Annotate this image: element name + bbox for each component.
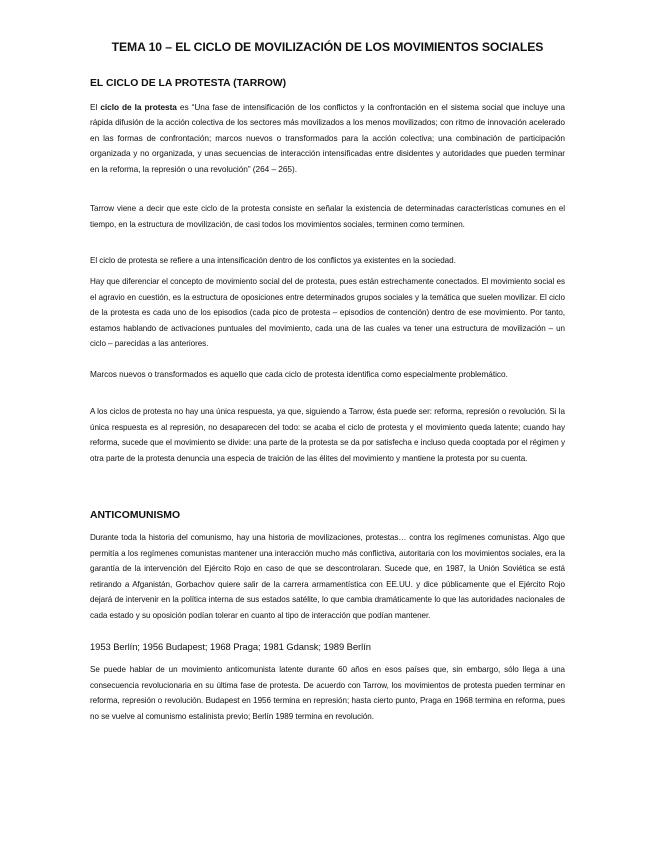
definition-paragraph	[90, 100, 565, 177]
section-heading-ciclo-protesta: EL CICLO DE LA PROTESTA (TARROW)	[90, 78, 287, 89]
paragraph-tarrow-summary: Tarrow viene a decir que este ciclo de la protesta consiste en señalar la existencia de determinadas características comunes en el tiempo, en la estructura de movilización, de casi todos los movimientos sociales, terminen como terminen.	[90, 204, 565, 229]
paragraph-new-frames: Marcos nuevos o transformados es aquello que cada ciclo de protesta identifica como especialmente problemático.	[90, 369, 508, 379]
paragraph-intensification: El ciclo de protesta se refiere a una intensificación dentro de los conflictos ya existentes en la sociedad.	[90, 256, 456, 265]
page-title: TEMA 10 – EL CICLO DE MOVILIZACIÓN DE LOS MOVIMIENTOS SOCIALES	[111, 40, 544, 54]
paragraph-responses: A los ciclos de protesta no hay una única respuesta, ya que, siguiendo a Tarrow, ésta puede ser: reforma, represión o revolución. Si la única respuesta es al represión, no desaparecen del todo: se acaba el ciclo de protesta y el movimiento queda latente; cuando hay reforma, sucede que el movimiento se divide: una parte de la protesta se da por satisfecha e incluso queda cooptada por el régimen y otra parte de la protesta denuncia una especia de traición de las élites del movimiento y mantiene la protesta por su cuenta.	[90, 407, 565, 463]
paragraph-latent-movement: Se puede hablar de un movimiento anticomunista latente durante 60 años en esos países que, sin embargo, sólo llega a una consecuencia revolucionaria en su última fase de protesta. De acuerdo con Tarrow, los movimientos de protesta pueden terminar en reforma, represión o revolución. Budapest en 1956 termina en represión; hasta cierto punto, Praga en 1968 termina en reforma, pues no se vuelve al comunismo estalinista previo; Berlín 1989 termina en revolución.	[90, 665, 565, 721]
paragraph-communism-history: Durante toda la historia del comunismo, hay una historia de movilizaciones, protestas… contra los regímenes comunistas. Algo que permitía a los regímenes comunistas mantener una interacción mucho más conflictiva, autoritaria con los movimientos sociales, era la garantía de la intervención del Ejército Rojo en caso de que se descontrolaran. Sucede que, en 1987, la Unión Soviética se está retirando a Afganistán, Gorbachov quiere salir de la carrera armamentística con EE.UU. y dice públicamente que el Ejército Rojo dejará de intervenir en la política interna de sus estados satélite, lo que cambia dramáticamente lo que las autoridades nacionales de cada estado y su oposición podían tolerar en cuanto al tipo de interacción que podían mantener.	[90, 533, 565, 620]
paragraph-dates-list: 1953 Berlín; 1956 Budapest; 1968 Praga; 1981 Gdansk; 1989 Berlín	[90, 641, 371, 652]
paragraph-movement-vs-protest: Hay que diferenciar el concepto de movimiento social del de protesta, pues están estrechamente conectados. El movimiento social es el agravio en cuestión, es la estructura de oposiciones entre determinados grupos sociales y la temática que suelen movilizar. El ciclo de la protesta es cada uno de los episodios (cada pico de protesta – episodios de contención) dentro de ese movimiento. Por tanto, estamos hablando de activaciones puntuales del movimiento, cada una de las cuales va tener una estructura de movilización – un ciclo – parecidas a las anteriores.	[90, 277, 565, 348]
definition-text: es “Una fase de intensificación de los conflictos y la confrontación en el sistema social que incluye una rápida difusión de la acción colectiva de los sectores más movilizados a los menos movilizados; con ritmo de innovación acelerado en las formas de confrontación; marcos nuevos o transformados para la acción colectiva; una combinación de participación organizada y no organizada, y unas secuencias de interacción intensificadas entre disidentes y autoridades que pueden terminar en la reforma, la represión o una revolución” (264 – 265).	[90, 102, 565, 174]
definition-lead: El	[90, 102, 101, 112]
section-heading-anticomunismo: ANTICOMUNISMO	[90, 510, 181, 521]
definition-term: ciclo de la protesta	[100, 102, 177, 112]
